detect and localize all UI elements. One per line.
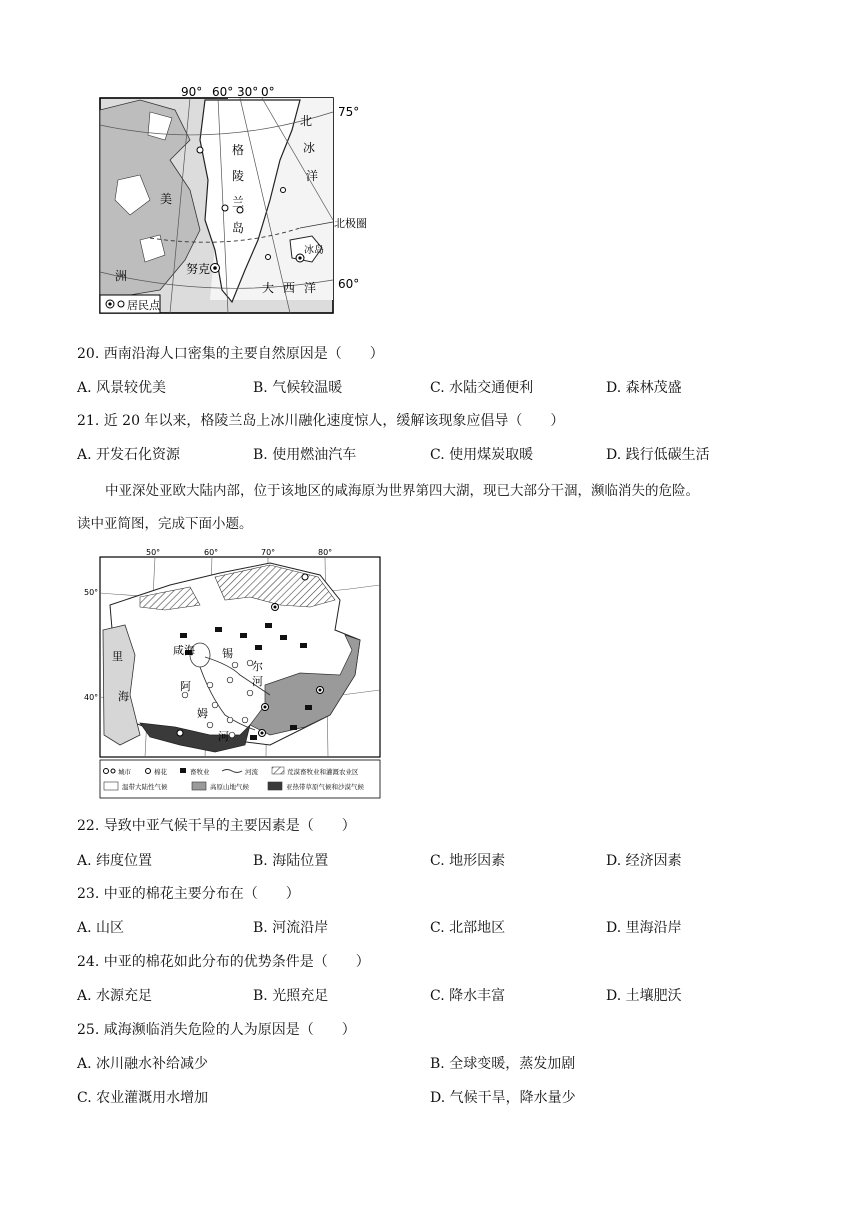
lon-label: 70° xyxy=(261,548,276,557)
lon-label: 50° xyxy=(146,548,161,557)
q23-option-d[interactable]: D. 里海沿岸 xyxy=(606,920,682,936)
iceland-label: 冰岛 xyxy=(304,245,324,256)
legend-cotton: 棉花 xyxy=(154,768,167,776)
subtropical-icon xyxy=(268,782,282,790)
ocean-label: 大 xyxy=(262,281,275,295)
lat-label: 75° xyxy=(338,105,360,119)
q25-option-a[interactable]: A. 冰川融水补给减少 xyxy=(77,1056,209,1072)
q23-option-b[interactable]: B. 河流沿岸 xyxy=(253,920,329,936)
legend-subtropical: 亚热带草原气候和沙漠气候 xyxy=(286,783,364,791)
syr-label: 河 xyxy=(252,675,263,688)
q20-option-a[interactable]: A. 风景较优美 xyxy=(77,380,167,396)
q24-option-d[interactable]: D. 土壤肥沃 xyxy=(606,988,682,1004)
caspian-label: 里 xyxy=(112,650,123,663)
lon-label: 60° xyxy=(212,85,234,99)
lon-label: 90° xyxy=(181,85,203,99)
q24-stem: 24. 中亚的棉花如此分布的优势条件是（ ） xyxy=(77,954,370,970)
livestock-icon xyxy=(180,768,186,773)
q21-option-b[interactable]: B. 使用燃油汽车 xyxy=(253,447,357,463)
amu-label: 阿 xyxy=(180,680,191,693)
q25-stem: 25. 咸海濒临消失危险的人为原因是（ ） xyxy=(77,1022,356,1038)
q21-option-a[interactable]: A. 开发石化资源 xyxy=(77,447,181,463)
q21-option-c[interactable]: C. 使用煤炭取暖 xyxy=(430,447,534,463)
legend-livestock: 畜牧业 xyxy=(190,768,210,776)
ocean-label: 北 xyxy=(300,114,313,128)
q20-stem: 20. 西南沿海人口密集的主要自然原因是（ ） xyxy=(77,346,384,362)
greenland-map xyxy=(0,0,860,330)
lon-label: 30° xyxy=(237,85,259,99)
city-icon xyxy=(104,769,109,774)
lon-label: 0° xyxy=(261,85,275,99)
q20-option-b[interactable]: B. 气候较温暖 xyxy=(253,380,343,396)
ocean-label: 洋 xyxy=(306,169,319,183)
nuuk-label: 努克 xyxy=(186,262,211,276)
legend-river: 河流 xyxy=(245,768,258,776)
q22-option-c[interactable]: C. 地形因素 xyxy=(430,853,506,869)
q23-option-c[interactable]: C. 北部地区 xyxy=(430,920,506,936)
ocean-label: 冰 xyxy=(303,141,316,155)
greenland-label: 陵 xyxy=(232,169,245,183)
intro-line-1: 中亚深处亚欧大陆内部，位于该地区的咸海原为世界第四大湖，现已大部分干涸，濒临消失的危险。 xyxy=(105,483,699,499)
legend-highland: 高原山地气候 xyxy=(210,783,249,791)
q23-stem: 23. 中亚的棉花主要分布在（ ） xyxy=(77,886,300,902)
highland-icon xyxy=(192,782,206,790)
legend-temperate: 温带大陆性气候 xyxy=(122,783,168,791)
map1-legend: 居民点 xyxy=(127,299,160,312)
lat-label: 50° xyxy=(84,588,99,597)
intro-paragraph xyxy=(77,475,807,541)
intro-line-2: 读中亚简图，完成下面小题。 xyxy=(77,516,253,532)
legend-city: 城市 xyxy=(118,768,131,776)
america-label: 美 xyxy=(160,192,173,206)
central-asia-map xyxy=(0,545,860,805)
temperate-icon xyxy=(104,782,118,790)
america-label: 洲 xyxy=(115,269,128,283)
cotton-icon xyxy=(146,769,151,774)
desert-agri-icon xyxy=(272,767,284,774)
greenland-label: 兰 xyxy=(232,195,245,209)
lat-label: 60° xyxy=(338,277,360,291)
q21-stem: 21. 近 20 年以来，格陵兰岛上冰川融化速度惊人，缓解该现象应倡导（ ） xyxy=(77,413,565,429)
q25-option-c[interactable]: C. 农业灌溉用水增加 xyxy=(77,1090,209,1106)
q25-option-b[interactable]: B. 全球变暖，蒸发加剧 xyxy=(430,1056,576,1072)
lon-label: 80° xyxy=(318,548,333,557)
amu-label: 河 xyxy=(218,730,229,743)
q24-option-a[interactable]: A. 水源充足 xyxy=(77,988,153,1004)
q21-option-d[interactable]: D. 践行低碳生活 xyxy=(606,447,710,463)
greenland-label: 格 xyxy=(232,143,245,157)
greenland-label: 岛 xyxy=(232,221,245,235)
syr-label: 尔 xyxy=(252,660,263,673)
q20-option-d[interactable]: D. 森林茂盛 xyxy=(606,380,682,396)
q22-option-d[interactable]: D. 经济因素 xyxy=(606,853,682,869)
lon-label: 60° xyxy=(204,548,219,557)
caspian-label: 海 xyxy=(118,690,129,703)
q20-option-c[interactable]: C. 水陆交通便利 xyxy=(430,380,534,396)
q22-stem: 22. 导致中亚气候干旱的主要因素是（ ） xyxy=(77,818,356,834)
aral-label: 咸海 xyxy=(173,644,195,657)
q24-option-b[interactable]: B. 光照充足 xyxy=(253,988,329,1004)
ocean-label: 西 xyxy=(283,281,296,295)
legend-desert-agri: 荒漠畜牧业和灌溉农业区 xyxy=(287,768,359,776)
q25-option-d[interactable]: D. 气候干旱，降水量少 xyxy=(430,1090,576,1106)
q23-option-a[interactable]: A. 山区 xyxy=(77,920,125,936)
lat-label: 40° xyxy=(84,693,99,702)
syr-label: 锡 xyxy=(222,647,233,660)
ocean-label: 洋 xyxy=(304,281,317,295)
q22-option-a[interactable]: A. 纬度位置 xyxy=(77,853,153,869)
q22-option-b[interactable]: B. 海陆位置 xyxy=(253,853,329,869)
amu-label: 姆 xyxy=(197,707,208,720)
q24-option-c[interactable]: C. 降水丰富 xyxy=(430,988,506,1004)
arctic-circle-label: 北极圈 xyxy=(334,217,367,230)
